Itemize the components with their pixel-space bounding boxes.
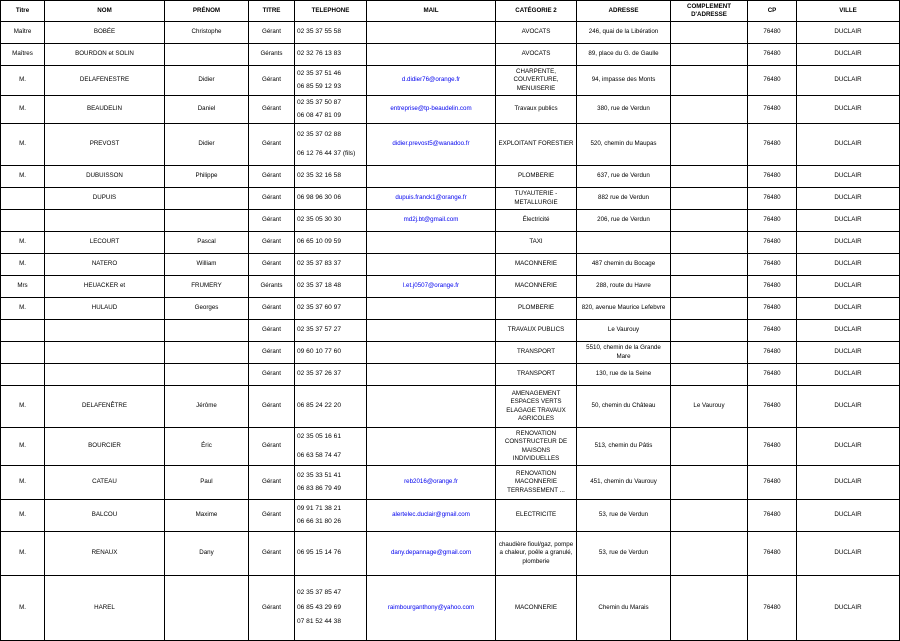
email-link[interactable]: reb2016@orange.fr xyxy=(367,466,496,500)
email-link xyxy=(367,44,496,66)
cell-prenom: Georges xyxy=(165,298,249,320)
cell-adresse: 882 rue de Verdun xyxy=(577,188,671,210)
phone-number: 02 35 37 02 88 xyxy=(297,130,341,138)
table-row xyxy=(1,96,900,124)
cell-titre: Maître xyxy=(1,22,45,44)
cell-cp: 76480 xyxy=(748,364,797,386)
cell-cp: 76480 xyxy=(748,276,797,298)
cell-nom: BEAUDELIN xyxy=(45,96,165,124)
cell-complement xyxy=(671,500,748,532)
phone-number: 06 65 10 09 59 xyxy=(297,238,341,246)
cell-adresse: 820, avenue Maurice Lefebvre xyxy=(577,298,671,320)
phone-number: 02 32 76 13 83 xyxy=(297,50,341,58)
cell-titre: M. xyxy=(1,298,45,320)
cell-categorie: MACONNERIE xyxy=(496,254,577,276)
cell-categorie: EXPLOITANT FORESTIER xyxy=(496,124,577,166)
email-link xyxy=(367,364,496,386)
cell-telephone xyxy=(295,66,367,96)
cell-ville: DUCLAIR xyxy=(797,298,900,320)
cell-categorie: CHARPENTE, COUVERTURE, MENUISERIE xyxy=(496,66,577,96)
cell-ville: DUCLAIR xyxy=(797,500,900,532)
cell-complement xyxy=(671,532,748,576)
cell-titre: M. xyxy=(1,254,45,276)
cell-categorie: TRAVAUX PUBLICS xyxy=(496,320,577,342)
email-link xyxy=(367,232,496,254)
cell-ville: DUCLAIR xyxy=(797,66,900,96)
email-link xyxy=(367,22,496,44)
cell-telephone xyxy=(295,166,367,188)
cell-ville: DUCLAIR xyxy=(797,342,900,364)
header-ville: VILLE xyxy=(797,1,900,22)
cell-prenom: Paul xyxy=(165,466,249,500)
cell-nom: PREVOST xyxy=(45,124,165,166)
header-fonction: TITRE xyxy=(249,1,295,22)
cell-ville: DUCLAIR xyxy=(797,466,900,500)
cell-titre: M. xyxy=(1,124,45,166)
phone-number: 02 35 05 30 30 xyxy=(297,216,341,224)
cell-prenom: Éric xyxy=(165,428,249,466)
cell-complement xyxy=(671,124,748,166)
cell-categorie: TRANSPORT xyxy=(496,364,577,386)
cell-prenom: Daniel xyxy=(165,96,249,124)
table-row xyxy=(1,500,900,532)
cell-telephone xyxy=(295,532,367,576)
table-row xyxy=(1,44,900,66)
cell-fonction: Gérant xyxy=(249,232,295,254)
phone-number: 02 35 37 55 58 xyxy=(297,28,341,36)
cell-prenom: William xyxy=(165,254,249,276)
cell-adresse: 288, route du Havre xyxy=(577,276,671,298)
cell-fonction: Gérants xyxy=(249,44,295,66)
cell-titre: M. xyxy=(1,466,45,500)
cell-telephone xyxy=(295,342,367,364)
cell-nom xyxy=(45,364,165,386)
email-link xyxy=(367,254,496,276)
cell-adresse: 5510, chemin de la Grande Mare xyxy=(577,342,671,364)
cell-ville: DUCLAIR xyxy=(797,532,900,576)
cell-ville: DUCLAIR xyxy=(797,188,900,210)
cell-adresse: 130, rue de la Seine xyxy=(577,364,671,386)
cell-prenom xyxy=(165,342,249,364)
cell-complement xyxy=(671,254,748,276)
cell-prenom xyxy=(165,576,249,641)
cell-adresse: 451, chemin du Vaurouy xyxy=(577,466,671,500)
cell-categorie: TUYAUTERIE - METALLURGIE xyxy=(496,188,577,210)
table-row xyxy=(1,254,900,276)
cell-adresse: 380, rue de Verdun xyxy=(577,96,671,124)
header-nom: NOM xyxy=(45,1,165,22)
cell-telephone xyxy=(295,298,367,320)
cell-titre: M. xyxy=(1,428,45,466)
cell-nom xyxy=(45,342,165,364)
cell-nom: NATERO xyxy=(45,254,165,276)
cell-adresse: 89, place du G. de Gaulle xyxy=(577,44,671,66)
cell-fonction: Gérant xyxy=(249,466,295,500)
cell-categorie: AVOCATS xyxy=(496,22,577,44)
phone-number: 02 35 37 57 27 xyxy=(297,326,341,334)
cell-cp: 76480 xyxy=(748,22,797,44)
cell-ville: DUCLAIR xyxy=(797,232,900,254)
phone-number: 06 12 76 44 37 (fils) xyxy=(297,149,356,157)
phone-number: 06 66 31 80 26 xyxy=(297,517,341,525)
table-row xyxy=(1,210,900,232)
cell-adresse: 53, rue de Verdun xyxy=(577,500,671,532)
cell-adresse xyxy=(577,232,671,254)
cell-adresse: 520, chemin du Maupas xyxy=(577,124,671,166)
phone-number: 09 60 10 77 60 xyxy=(297,348,341,356)
cell-adresse: 94, impasse des Monts xyxy=(577,66,671,96)
phone-number: 02 35 37 83 37 xyxy=(297,260,341,268)
cell-cp: 76480 xyxy=(748,124,797,166)
cell-titre: M. xyxy=(1,96,45,124)
cell-fonction: Gérant xyxy=(249,124,295,166)
phone-number: 06 85 43 29 69 xyxy=(297,603,341,611)
cell-fonction: Gérant xyxy=(249,254,295,276)
cell-nom: HEUACKER et xyxy=(45,276,165,298)
table-row xyxy=(1,298,900,320)
cell-titre: M. xyxy=(1,532,45,576)
cell-fonction: Gérant xyxy=(249,320,295,342)
cell-complement xyxy=(671,342,748,364)
cell-categorie: TRANSPORT xyxy=(496,342,577,364)
cell-categorie: PLOMBERIE xyxy=(496,298,577,320)
cell-nom: BOBÉE xyxy=(45,22,165,44)
cell-fonction: Gérant xyxy=(249,188,295,210)
cell-adresse: 246, quai de la Libération xyxy=(577,22,671,44)
cell-cp: 76480 xyxy=(748,466,797,500)
cell-fonction: Gérant xyxy=(249,342,295,364)
header-row xyxy=(1,1,900,22)
table-row xyxy=(1,66,900,96)
phone-number: 02 35 37 50 87 xyxy=(297,98,341,106)
phone-number: 02 35 32 16 58 xyxy=(297,172,341,180)
cell-telephone xyxy=(295,96,367,124)
cell-cp: 76480 xyxy=(748,342,797,364)
cell-nom: DUBUISSON xyxy=(45,166,165,188)
table-row xyxy=(1,364,900,386)
cell-prenom: Jérôme xyxy=(165,386,249,428)
cell-complement xyxy=(671,96,748,124)
cell-cp: 76480 xyxy=(748,254,797,276)
header-mail: MAIL xyxy=(367,1,496,22)
header-categorie: CATÉGORIE 2 xyxy=(496,1,577,22)
email-link xyxy=(367,320,496,342)
email-link[interactable]: dany.depannage@gmail.com xyxy=(367,532,496,576)
cell-prenom: Didier xyxy=(165,66,249,96)
cell-nom: HAREL xyxy=(45,576,165,641)
header-titre: Titre xyxy=(1,1,45,22)
cell-adresse: 53, rue de Verdun xyxy=(577,532,671,576)
cell-prenom: Dany xyxy=(165,532,249,576)
cell-cp: 76480 xyxy=(748,44,797,66)
cell-categorie: RENOVATION MACONNERIE TERRASSEMENT ... xyxy=(496,466,577,500)
cell-adresse: 513, chemin du Pâtis xyxy=(577,428,671,466)
phone-number: 02 35 05 16 61 xyxy=(297,432,341,440)
cell-titre: Mrs xyxy=(1,276,45,298)
cell-telephone xyxy=(295,188,367,210)
cell-complement xyxy=(671,166,748,188)
cell-cp: 76480 xyxy=(748,210,797,232)
cell-telephone xyxy=(295,500,367,532)
cell-cp: 76480 xyxy=(748,188,797,210)
cell-nom xyxy=(45,320,165,342)
cell-titre xyxy=(1,364,45,386)
cell-categorie: TAXI xyxy=(496,232,577,254)
table-row xyxy=(1,166,900,188)
cell-titre: M. xyxy=(1,66,45,96)
cell-categorie: chaudière fioul/gaz, pompe a chaleur, poêle a granulé, plomberie xyxy=(496,532,577,576)
cell-categorie: ELECTRICITE xyxy=(496,500,577,532)
cell-nom: HULAUD xyxy=(45,298,165,320)
table-row xyxy=(1,232,900,254)
cell-ville: DUCLAIR xyxy=(797,364,900,386)
cell-telephone xyxy=(295,44,367,66)
cell-fonction: Gérant xyxy=(249,66,295,96)
email-link[interactable]: d.didier76@orange.fr xyxy=(367,66,496,96)
cell-titre xyxy=(1,210,45,232)
cell-prenom xyxy=(165,44,249,66)
cell-adresse: 487 chemin du Bocage xyxy=(577,254,671,276)
cell-ville: DUCLAIR xyxy=(797,276,900,298)
cell-cp: 76480 xyxy=(748,428,797,466)
email-link[interactable]: didier.prevost5@wanadoo.fr xyxy=(367,124,496,166)
cell-ville: DUCLAIR xyxy=(797,44,900,66)
cell-titre xyxy=(1,342,45,364)
cell-telephone xyxy=(295,364,367,386)
cell-fonction: Gérant xyxy=(249,428,295,466)
cell-cp: 76480 xyxy=(748,320,797,342)
cell-titre: M. xyxy=(1,166,45,188)
cell-ville: DUCLAIR xyxy=(797,210,900,232)
cell-fonction: Gérant xyxy=(249,166,295,188)
cell-cp: 76480 xyxy=(748,576,797,641)
table-row xyxy=(1,428,900,466)
cell-telephone xyxy=(295,276,367,298)
phone-number: 02 35 37 18 48 xyxy=(297,282,341,290)
cell-adresse: 206, rue de Verdun xyxy=(577,210,671,232)
cell-categorie: MACONNERIE xyxy=(496,276,577,298)
cell-nom: RENAUX xyxy=(45,532,165,576)
cell-telephone xyxy=(295,428,367,466)
cell-telephone xyxy=(295,466,367,500)
phone-number: 06 83 86 79 49 xyxy=(297,484,341,492)
cell-ville: DUCLAIR xyxy=(797,386,900,428)
cell-fonction: Gérants xyxy=(249,276,295,298)
table-row xyxy=(1,188,900,210)
cell-categorie: PLOMBERIE xyxy=(496,166,577,188)
cell-nom: CATEAU xyxy=(45,466,165,500)
cell-titre: Maîtres xyxy=(1,44,45,66)
cell-prenom: Christophe xyxy=(165,22,249,44)
table-row xyxy=(1,342,900,364)
email-link xyxy=(367,342,496,364)
cell-fonction: Gérant xyxy=(249,22,295,44)
cell-cp: 76480 xyxy=(748,66,797,96)
cell-cp: 76480 xyxy=(748,532,797,576)
cell-prenom: FRUMERY xyxy=(165,276,249,298)
cell-prenom: Maxime xyxy=(165,500,249,532)
cell-titre: M. xyxy=(1,386,45,428)
cell-adresse: Le Vaurouy xyxy=(577,320,671,342)
cell-nom xyxy=(45,210,165,232)
email-link[interactable]: alertelec.duclair@gmail.com xyxy=(367,500,496,532)
phone-number: 06 95 15 14 76 xyxy=(297,549,341,557)
cell-ville: DUCLAIR xyxy=(797,124,900,166)
table-row xyxy=(1,124,900,166)
table-row xyxy=(1,466,900,500)
table-row xyxy=(1,576,900,641)
cell-nom: DUPUIS xyxy=(45,188,165,210)
cell-cp: 76480 xyxy=(748,232,797,254)
phone-number: 06 08 47 81 09 xyxy=(297,111,341,119)
cell-categorie: Électricité xyxy=(496,210,577,232)
cell-prenom xyxy=(165,320,249,342)
cell-ville: DUCLAIR xyxy=(797,576,900,641)
cell-titre: M. xyxy=(1,576,45,641)
header-complement: COMPLEMENT D'ADRESSE xyxy=(671,1,748,22)
cell-nom: LECOURT xyxy=(45,232,165,254)
email-link xyxy=(367,166,496,188)
cell-complement xyxy=(671,298,748,320)
phone-number: 09 91 71 38 21 xyxy=(297,504,341,512)
email-link xyxy=(367,386,496,428)
cell-fonction: Gérant xyxy=(249,210,295,232)
cell-prenom xyxy=(165,188,249,210)
email-link[interactable]: entreprise@tp-beaudelin.com xyxy=(367,96,496,124)
cell-prenom: Philippe xyxy=(165,166,249,188)
cell-cp: 76480 xyxy=(748,96,797,124)
phone-number: 06 85 59 12 93 xyxy=(297,82,341,90)
table-row xyxy=(1,532,900,576)
cell-adresse: 50, chemin du Château xyxy=(577,386,671,428)
cell-categorie: Travaux publics xyxy=(496,96,577,124)
cell-telephone xyxy=(295,254,367,276)
cell-complement: Le Vaurouy xyxy=(671,386,748,428)
cell-categorie: MACONNERIE xyxy=(496,576,577,641)
cell-fonction: Gérant xyxy=(249,532,295,576)
cell-prenom xyxy=(165,210,249,232)
cell-nom: BOURCIER xyxy=(45,428,165,466)
phone-number: 02 35 37 60 97 xyxy=(297,304,341,312)
header-adresse: ADRESSE xyxy=(577,1,671,22)
table-row xyxy=(1,22,900,44)
cell-complement xyxy=(671,276,748,298)
cell-titre xyxy=(1,188,45,210)
header-cp: CP xyxy=(748,1,797,22)
cell-nom: BALCOU xyxy=(45,500,165,532)
cell-complement xyxy=(671,364,748,386)
cell-complement xyxy=(671,44,748,66)
cell-complement xyxy=(671,188,748,210)
cell-nom: DELAFENESTRE xyxy=(45,66,165,96)
cell-ville: DUCLAIR xyxy=(797,428,900,466)
table-row xyxy=(1,276,900,298)
cell-adresse: 637, rue de Verdun xyxy=(577,166,671,188)
table-row xyxy=(1,320,900,342)
cell-telephone xyxy=(295,124,367,166)
cell-ville: DUCLAIR xyxy=(797,22,900,44)
header-telephone: TELEPHONE xyxy=(295,1,367,22)
phone-number: 06 63 58 74 47 xyxy=(297,451,341,459)
cell-telephone xyxy=(295,320,367,342)
phone-number: 06 98 96 30 06 xyxy=(297,194,341,202)
cell-fonction: Gérant xyxy=(249,298,295,320)
cell-complement xyxy=(671,232,748,254)
cell-nom: BOURDON et SOLIN xyxy=(45,44,165,66)
cell-titre xyxy=(1,320,45,342)
cell-categorie: RENOVATION CONSTRUCTEUR DE MAISONS INDIVIDUELLES xyxy=(496,428,577,466)
phone-number: 02 35 37 51 46 xyxy=(297,69,341,77)
cell-cp: 76480 xyxy=(748,298,797,320)
cell-complement xyxy=(671,210,748,232)
cell-telephone xyxy=(295,386,367,428)
cell-categorie: AVOCATS xyxy=(496,44,577,66)
header-prenom: PRÉNOM xyxy=(165,1,249,22)
cell-fonction: Gérant xyxy=(249,96,295,124)
email-link xyxy=(367,298,496,320)
cell-telephone xyxy=(295,210,367,232)
email-link[interactable]: dupuis.franck1@orange.fr xyxy=(367,188,496,210)
cell-fonction: Gérant xyxy=(249,386,295,428)
cell-complement xyxy=(671,66,748,96)
phone-number: 06 85 24 22 20 xyxy=(297,402,341,410)
cell-cp: 76480 xyxy=(748,386,797,428)
cell-telephone xyxy=(295,576,367,641)
phone-number: 02 35 37 85 47 xyxy=(297,588,341,596)
cell-prenom: Pascal xyxy=(165,232,249,254)
cell-ville: DUCLAIR xyxy=(797,166,900,188)
cell-nom: DELAFENÊTRE xyxy=(45,386,165,428)
cell-ville: DUCLAIR xyxy=(797,254,900,276)
cell-adresse: Chemin du Marais xyxy=(577,576,671,641)
cell-fonction: Gérant xyxy=(249,576,295,641)
cell-prenom: Didier xyxy=(165,124,249,166)
cell-categorie: AMENAGEMENT ESPACES VERTS ELAGAGE TRAVAUX AGRICOLES xyxy=(496,386,577,428)
email-link[interactable]: raimbourganthony@yahoo.com xyxy=(367,576,496,641)
cell-complement xyxy=(671,428,748,466)
cell-complement xyxy=(671,320,748,342)
email-link xyxy=(367,428,496,466)
phone-number: 07 81 52 44 38 xyxy=(297,618,341,626)
email-link[interactable]: md2j.bt@gmail.com xyxy=(367,210,496,232)
cell-telephone xyxy=(295,22,367,44)
table-row xyxy=(1,386,900,428)
cell-titre: M. xyxy=(1,232,45,254)
cell-cp: 76480 xyxy=(748,166,797,188)
cell-fonction: Gérant xyxy=(249,500,295,532)
cell-telephone xyxy=(295,232,367,254)
cell-ville: DUCLAIR xyxy=(797,96,900,124)
cell-cp: 76480 xyxy=(748,500,797,532)
phone-number: 02 35 33 51 41 xyxy=(297,471,341,479)
cell-complement xyxy=(671,466,748,500)
cell-titre: M. xyxy=(1,500,45,532)
cell-ville: DUCLAIR xyxy=(797,320,900,342)
cell-complement xyxy=(671,22,748,44)
email-link[interactable]: l.et.j0507@orange.fr xyxy=(367,276,496,298)
cell-prenom xyxy=(165,364,249,386)
phone-number: 02 35 37 26 37 xyxy=(297,370,341,378)
cell-complement xyxy=(671,576,748,641)
cell-fonction: Gérant xyxy=(249,364,295,386)
